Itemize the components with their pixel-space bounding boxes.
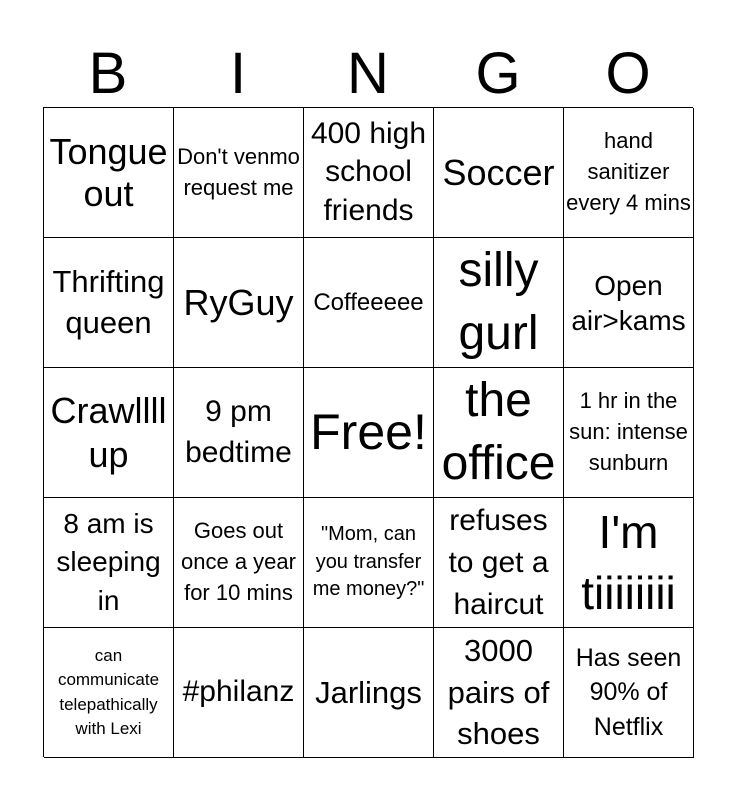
- header-letter-i: I: [229, 41, 247, 106]
- bingo-cell[interactable]: [44, 498, 174, 628]
- bingo-cell[interactable]: [304, 238, 434, 368]
- bingo-cell[interactable]: [44, 108, 174, 238]
- bingo-cell[interactable]: [44, 238, 174, 368]
- bingo-board: [43, 107, 693, 757]
- cell-label: the office: [441, 374, 556, 490]
- header-letter-g: G: [475, 41, 521, 106]
- cell-label: I'm tiiiiiiii: [581, 505, 676, 619]
- cell-label: 1 hr in the sun: intense sunburn: [569, 388, 688, 475]
- cell-label: Don't venmo request me: [177, 143, 300, 200]
- bingo-cell[interactable]: [304, 108, 434, 238]
- cell-label: Free!: [310, 403, 427, 460]
- bingo-cell[interactable]: [564, 108, 694, 238]
- header-letter-b: B: [88, 41, 128, 106]
- cell-label: Goes out once a year for 10 mins: [181, 518, 296, 605]
- bingo-cell[interactable]: [564, 628, 694, 758]
- cell-label: Thrifting queen: [52, 263, 165, 340]
- cell-label: can communicate telepathically with Lexi: [57, 645, 160, 738]
- bingo-cell[interactable]: [44, 628, 174, 758]
- bingo-cell[interactable]: [174, 498, 304, 628]
- cell-label: Soccer: [442, 151, 555, 193]
- bingo-cell[interactable]: [174, 238, 304, 368]
- cell-label: Crawllll up: [50, 390, 167, 475]
- cell-label: 8 am is sleeping in: [56, 507, 161, 616]
- header-letter-o: O: [605, 41, 651, 106]
- bingo-cell[interactable]: [174, 108, 304, 238]
- cell-label: 9 pm bedtime: [185, 395, 292, 469]
- cell-label: Jarlings: [315, 674, 422, 710]
- cell-label: refuses to get a haircut: [448, 503, 549, 621]
- bingo-cell[interactable]: [434, 108, 564, 238]
- bingo-cell[interactable]: [564, 498, 694, 628]
- cell-label: #philanz: [182, 675, 295, 709]
- bingo-cell[interactable]: [174, 628, 304, 758]
- bingo-header: [43, 40, 693, 108]
- cell-label: Coffeeeee: [313, 288, 424, 316]
- cell-label: hand sanitizer every 4 mins: [566, 128, 691, 215]
- header-letter-n: N: [347, 41, 389, 106]
- bingo-cell[interactable]: [564, 238, 694, 368]
- bingo-cell[interactable]: [174, 368, 304, 498]
- cell-label: Tongue out: [49, 131, 168, 214]
- bingo-cell[interactable]: [434, 628, 564, 758]
- cell-label: Has seen 90% of Netflix: [575, 643, 682, 741]
- cell-label: silly gurl: [458, 244, 539, 360]
- bingo-cell[interactable]: [434, 238, 564, 368]
- bingo-cell[interactable]: [434, 498, 564, 628]
- bingo-cell[interactable]: [304, 498, 434, 628]
- bingo-cell[interactable]: [304, 628, 434, 758]
- cell-label: Open air>kams: [571, 269, 686, 336]
- bingo-cell[interactable]: [44, 368, 174, 498]
- bingo-cell[interactable]: [564, 368, 694, 498]
- cell-label: RyGuy: [183, 281, 294, 323]
- cell-label: 3000 pairs of shoes: [447, 632, 550, 752]
- bingo-cell[interactable]: [434, 368, 564, 498]
- cell-label: "Mom, can you transfer me money?": [312, 523, 425, 601]
- cell-label: 400 high school friends: [310, 117, 427, 227]
- free-space[interactable]: [304, 368, 434, 498]
